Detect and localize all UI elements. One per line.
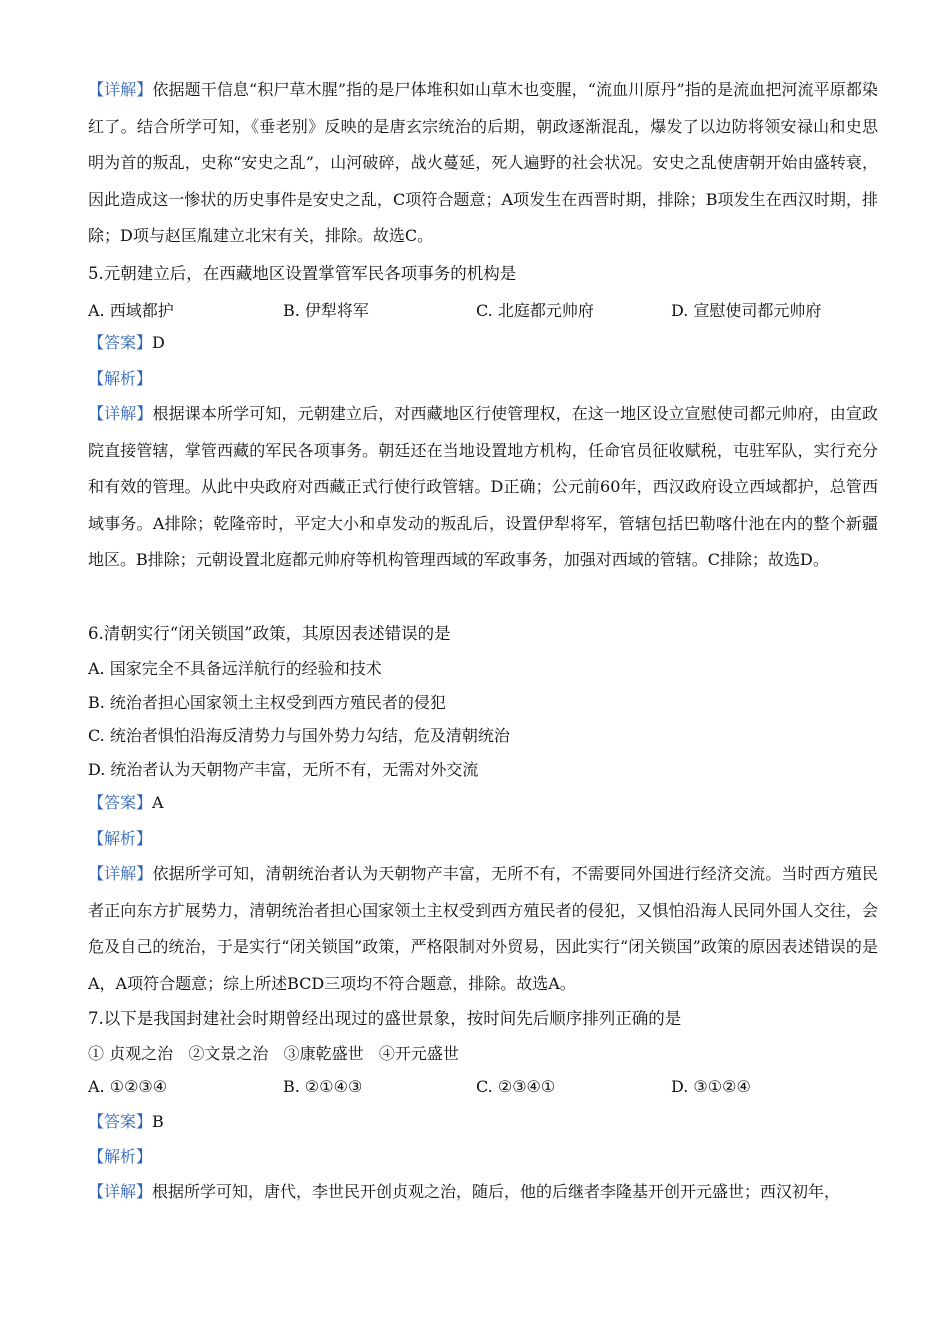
q7-detail-text: 根据所学可知，唐代，李世民开创贞观之治，随后，他的后继者李隆基开创开元盛世；西汉初年，	[152, 1182, 841, 1201]
q6-detail-text: 依据所学可知，清朝统治者认为天朝物产丰富，无所不有，不需要同外国进行经济交流。当时西方殖民者正向东方扩展势力，清朝统治者担心国家领土主权受到西方殖民者的侵犯，又惧怕沿海人民同外国人交往，会危及自己的统治，于是实行“闭关锁国”政策，严格限制对外贸易，因此实行“闭关锁国”政策的原因表述错误的是A，A项符合题意；综上所述BCD三项均不符合题意，排除。故选A。	[88, 864, 878, 993]
q7-answer-value: B	[152, 1112, 164, 1131]
q5-analysis-tag: 【解析】	[88, 369, 153, 388]
q6-question: 6.清朝实行“闭关锁国”政策，其原因表述错误的是	[88, 624, 451, 643]
q7-option-a: A. ①②③④	[88, 1077, 168, 1096]
q7-answer	[88, 1110, 164, 1134]
q5-detail-text: 根据课本所学可知，元朝建立后，对西藏地区行使管理权，在这一地区设立宣慰使司都元帅府，由宣政院直接管辖，掌管西藏的军民各项事务。朝廷还在当地设置地方机构，任命官员征收赋税，屯驻军队，实行充分和有效的管理。从此中央政府对西藏正式行使行政管辖。D正确；公元前60年，西汉政府设立西域都护，总管西域事务。A排除；乾隆帝时，平定大小和卓发动的叛乱后，设置伊犁将军，管辖包括巴勒喀什池在内的整个新疆地区。B排除；元朝设置北庭都元帅府等机构管理西域的军政事务，加强对西域的管辖。C排除；故选D。	[88, 404, 878, 569]
q6-answer	[88, 791, 164, 815]
q7-question: 7.以下是我国封建社会时期曾经出现过的盛世景象，按时间先后顺序排列正确的是	[88, 1009, 682, 1028]
detail-tag: 【详解】	[88, 404, 153, 423]
q7-option-b: B. ②①④③	[283, 1077, 363, 1096]
q7-option-c: C. ②③④①	[476, 1077, 556, 1096]
q6-option-a: A. 国家完全不具备远洋航行的经验和技术	[88, 659, 382, 678]
q6-option-d: D. 统治者认为天朝物产丰富，无所不有，无需对外交流	[88, 760, 479, 779]
q5-option-b: B. 伊犁将军	[283, 301, 369, 320]
q7-items: ① 贞观之治 ②文景之治 ③康乾盛世 ④开元盛世	[88, 1044, 459, 1063]
q5-option-a: A. 西域都护	[88, 301, 174, 320]
q5-detail-paragraph	[88, 396, 878, 579]
q5-question: 5.元朝建立后，在西藏地区设置掌管军民各项事务的机构是	[88, 264, 517, 283]
q6-detail-paragraph	[88, 856, 878, 1002]
q5-option-d: D. 宣慰使司都元帅府	[671, 301, 822, 320]
q6-option-b: B. 统治者担心国家领土主权受到西方殖民者的侵犯	[88, 693, 446, 712]
q6-option-c: C. 统治者惧怕沿海反清势力与国外势力勾结，危及清朝统治	[88, 726, 510, 745]
detail-tag: 【详解】	[88, 1182, 153, 1201]
detail-tag: 【详解】	[88, 80, 153, 99]
detail-tag: 【详解】	[88, 864, 153, 883]
q5-answer	[88, 331, 165, 355]
q6-analysis-tag: 【解析】	[88, 829, 153, 848]
q5-answer-value: D	[152, 333, 165, 352]
q7-option-d: D. ③①②④	[671, 1077, 751, 1096]
answer-tag: 【答案】	[88, 333, 153, 352]
q7-analysis-tag: 【解析】	[88, 1147, 153, 1166]
q4-detail-paragraph	[88, 72, 878, 255]
q5-option-c: C. 北庭都元帅府	[476, 301, 594, 320]
q6-answer-value: A	[152, 793, 164, 812]
answer-tag: 【答案】	[88, 793, 153, 812]
answer-tag: 【答案】	[88, 1112, 153, 1131]
q7-detail-paragraph	[88, 1174, 878, 1211]
q4-detail-text: 依据题干信息“积尸草木腥”指的是尸体堆积如山草木也变腥，“流血川原丹”指的是流血把河流平原都染红了。结合所学可知，《垂老别》反映的是唐玄宗统治的后期，朝政逐渐混乱，爆发了以边防将领安禄山和史思明为首的叛乱，史称“安史之乱”，山河破碎，战火蔓延，死人遍野的社会状况。安史之乱使唐朝开始由盛转衰，因此造成这一惨状的历史事件是安史之乱，C项符合题意；A项发生在西晋时期，排除；B项发生在西汉时期，排除；D项与赵匡胤建立北宋有关，排除。故选C。	[88, 80, 878, 245]
